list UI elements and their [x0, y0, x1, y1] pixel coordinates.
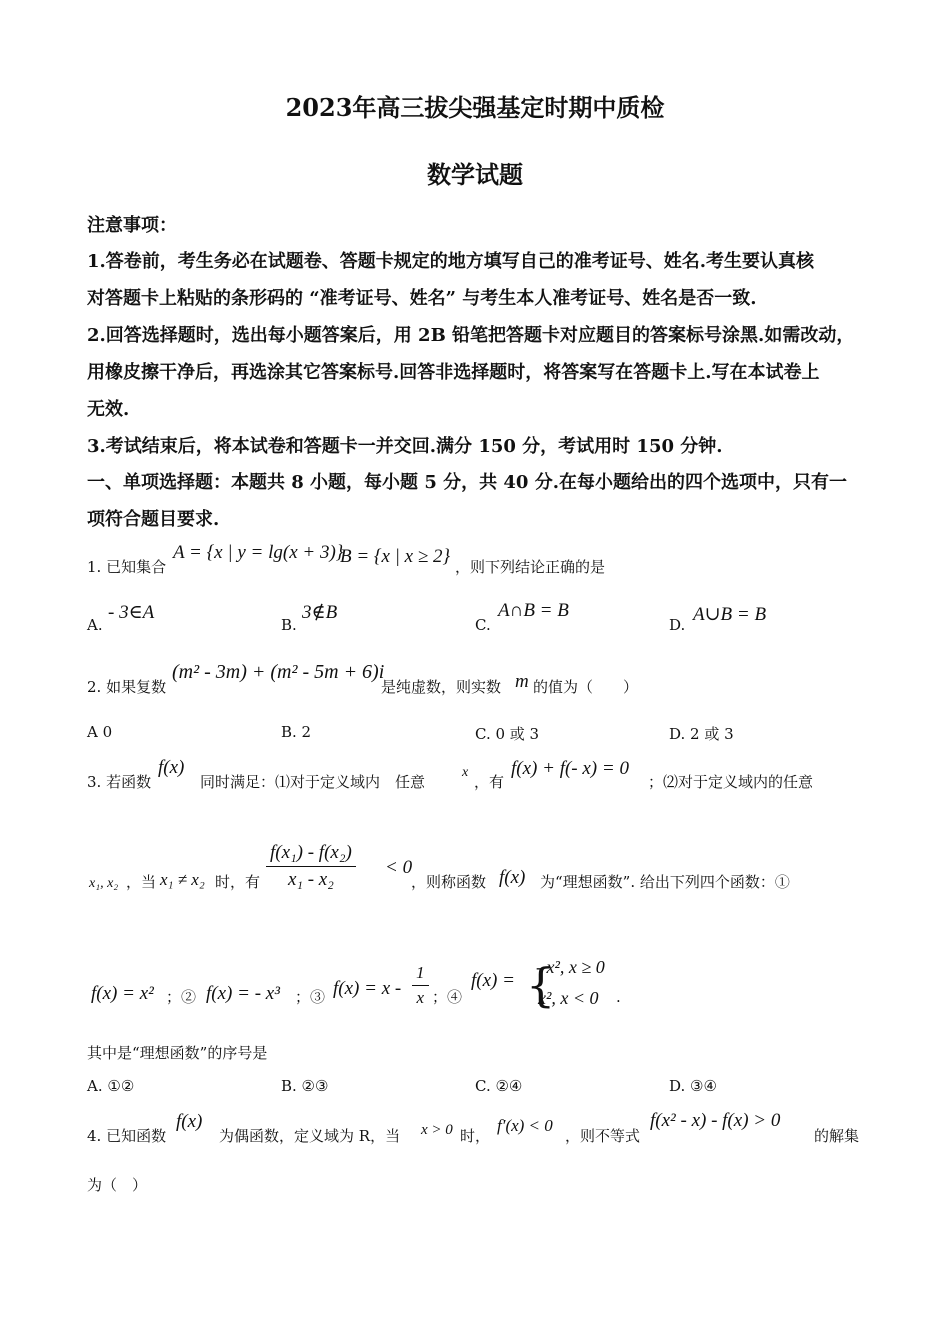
q3-neq: x₁ ≠ x₂ — [160, 870, 205, 889]
q3-text1: 同时满足：⑴对于定义域内 任意 — [200, 773, 426, 791]
q3-odd-expression: f(x) + f(- x) = 0 — [511, 758, 629, 779]
q2-prefix: 2. 如果复数 — [87, 678, 167, 696]
q3-function-2: f(x) = - x³ — [206, 983, 280, 1004]
q2-option-a: A 0 — [87, 723, 113, 741]
notice-item2-line3: 无效. — [87, 399, 130, 420]
q4-text4: 的解集 — [814, 1127, 860, 1145]
q3-option-b: B. ②③ — [281, 1077, 329, 1095]
notice-heading: 注意事项： — [87, 215, 177, 236]
q1-set-b: B = {x | x ≥ 2} — [340, 546, 451, 567]
q2-option-b: B. 2 — [281, 723, 312, 741]
q1-prefix: 1. 已知集合 — [87, 558, 167, 576]
q3-sep2: ；② — [166, 988, 197, 1006]
q3-text5: 时，有 — [215, 873, 261, 891]
q4-inequality: f(x² - x) - f(x) > 0 — [650, 1110, 781, 1131]
q3-function-3-numerator: 1 — [412, 963, 429, 986]
q3-option-d: D. ③④ — [669, 1077, 717, 1095]
q2-option-d: D. 2 或 3 — [669, 725, 734, 743]
q3-function-3-fraction — [412, 963, 429, 1008]
section1-line1: 一、单项选择题：本题共 8 小题，每小题 5 分，共 40 分.在每小题给出的四个选项中，只有一 — [87, 472, 847, 493]
q3-sep3: ；③ — [295, 988, 326, 1006]
q3-function-1: f(x) = x² — [91, 983, 154, 1004]
q1-option-b: 3∉B — [302, 602, 338, 623]
q3-fx: f(x) — [158, 757, 185, 778]
q3-function-4-case1: - x², x ≥ 0 — [536, 957, 605, 977]
q3-text6: ，则称函数 — [411, 873, 487, 891]
q2-suffix: 的值为（ ） — [533, 678, 639, 696]
page-subtitle: 数学试题 — [427, 160, 523, 189]
q1-option-c: A∩B = B — [498, 600, 569, 621]
q3-function-3-denominator: x — [416, 988, 425, 1007]
q4-text1: 为偶函数，定义域为 R，当 — [219, 1127, 401, 1145]
q3-end: . — [616, 988, 621, 1006]
notice-item2-line1: 2.回答选择题时，选出每小题答案后，用 2B 铅笔把答题卡对应题目的答案标号涂黑.如需改动， — [87, 325, 855, 346]
q1-option-a: - 3∈A — [108, 602, 155, 623]
q1-set-a: A = {x | y = lg(x + 3)} — [173, 542, 344, 563]
q4-line2: 为（ ） — [87, 1176, 148, 1194]
notice-item2-line2: 用橡皮擦干净后，再选涂其它答案标号.回答非选择题时，将答案写在答题卡上.写在本试卷上 — [87, 362, 820, 383]
notice-item1-line1: 1.答卷前，考生务必在试题卷、答题卡规定的地方填写自己的准考证号、姓名.考生要认真核 — [87, 251, 815, 272]
q1-option-a-label: A. — [87, 616, 103, 634]
section1-line2: 项符合题目要求. — [87, 509, 220, 530]
q2-expression: (m² - 3m) + (m² - 5m + 6)i — [172, 661, 385, 683]
q2-var: m — [515, 671, 529, 692]
q3-fraction — [266, 842, 356, 891]
q3-text4: ，当 — [126, 873, 157, 891]
q3-prefix: 3. 若函数 — [87, 773, 152, 791]
q3-function-3-left: f(x) = x - — [333, 978, 402, 999]
page-title: 2023年高三拔尖强基定时期中质检 — [285, 93, 665, 122]
q3-function-4-brace: { — [526, 958, 556, 1012]
q1-option-d-label: D. — [669, 616, 686, 634]
q1-option-c-label: C. — [475, 616, 491, 634]
q3-option-a: A. ①② — [87, 1077, 135, 1095]
notice-item1-line2: 对答题卡上粘贴的条形码的 “准考证号、姓名” 与考生本人准考证号、姓名是否一致. — [87, 288, 757, 309]
q3-text3: ；⑵对于定义域内的任意 — [648, 773, 814, 791]
q3-function-4-case2: x², x < 0 — [538, 988, 599, 1008]
q4-text2: 时， — [460, 1127, 491, 1145]
q3-option-c: C. ②④ — [475, 1077, 523, 1095]
q1-option-b-label: B. — [281, 616, 297, 634]
q2-option-c: C. 0 或 3 — [475, 725, 540, 743]
q4-prefix: 4. 已知函数 — [87, 1127, 167, 1145]
q3-function-4-left: f(x) = — [471, 970, 515, 991]
q3-fraction-numerator: f(x₁) - f(x₂) — [266, 842, 356, 867]
q3-var-x: x — [462, 765, 469, 780]
q3-fx2: f(x) — [499, 867, 526, 888]
notice-item3: 3.考试结束后，将本试卷和答题卡一并交回.满分 150 分，考试用时 150 分钟. — [87, 436, 723, 457]
q4-derivative: f′(x) < 0 — [497, 1116, 553, 1135]
q3-fraction-relation: < 0 — [385, 857, 413, 878]
q4-fx: f(x) — [176, 1111, 203, 1132]
q2-mid: 是纯虚数，则实数 — [381, 678, 502, 696]
q4-text3: ，则不等式 — [565, 1127, 641, 1145]
q3-sep4: ；④ — [432, 988, 463, 1006]
q3-fraction-denominator: x₁ - x₂ — [287, 869, 334, 890]
q3-text7: 为“理想函数”. 给出下列四个函数：① — [540, 873, 790, 891]
q3-vars: x₁, x₂ — [89, 876, 119, 891]
q4-condition: x > 0 — [421, 1122, 453, 1138]
q1-suffix: ，则下列结论正确的是 — [455, 558, 606, 576]
q3-ask: 其中是“理想函数”的序号是 — [87, 1044, 268, 1062]
q3-text2: ，有 — [474, 773, 505, 791]
q1-option-d: A∪B = B — [693, 604, 767, 625]
